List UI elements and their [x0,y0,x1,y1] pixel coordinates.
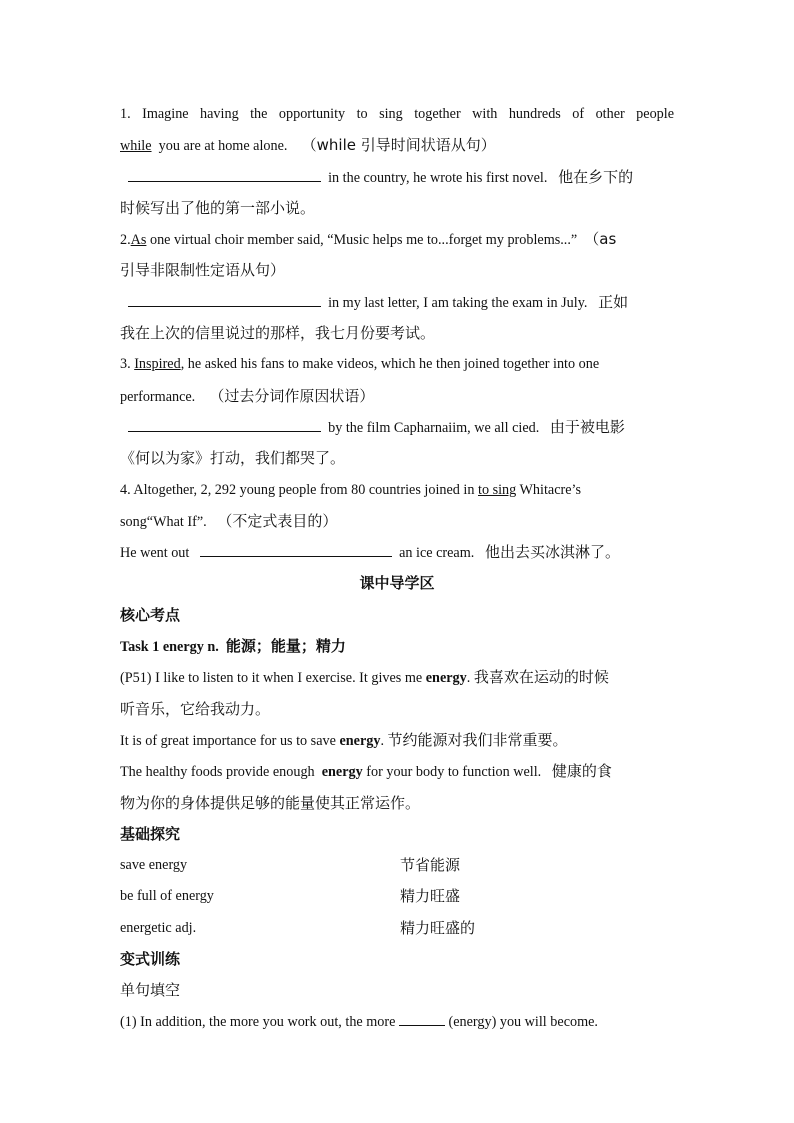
item2-note-start: （as [584,230,617,249]
example3-text-end: for your body to function well. [366,764,542,781]
item1-grammar-note: （while 引导时间状语从句） [301,136,496,155]
item2-exercise-cn-cont: 我在上次的信里说过的那样，我七月份要考试。 [120,324,436,343]
worksheet-content [120,99,674,1038]
example1-keyword: energy [425,670,467,687]
item1-exercise [120,162,674,193]
item2-number: 2. [120,232,131,249]
phrase-en: save energy [120,857,188,874]
example3-keyword: energy [321,764,363,781]
item4-sentence-end: Whitacre’s [519,481,581,498]
item3-exercise [120,412,674,443]
phrase-en: energetic adj. [120,919,197,936]
example3-text: The healthy foods provide enough [120,764,315,781]
item4-line1 [120,475,674,506]
item3-sentence-end: performance. [120,388,196,405]
item2-sentence: one virtual choir member said, “Music helps me to...forget my problems...” [149,232,578,249]
item3-grammar-note: （过去分词作原因状语） [209,386,375,405]
item1-answer-blank[interactable] [128,181,321,182]
basics-row [120,913,674,944]
item2-exercise-text: in my last letter, I am taking the exam in July. [328,294,588,311]
item3-exercise-cn: 由于被电影 [549,417,625,436]
item4-exercise-cn: 他出去买冰淇淋了。 [484,543,620,562]
example1-cn: 我喜欢在运动的时候 [473,668,609,687]
core-example2 [120,725,674,756]
item1-exercise-cn-cont: 时候写出了他的第一部小说。 [120,198,316,217]
example1-punct: . [466,670,471,687]
item4-keyword: to sing [478,481,517,498]
item4-exercise-start: He went out [120,545,190,562]
item3-line2 [120,381,674,412]
item3-number: 3. [120,356,131,373]
phrase-en: be full of energy [120,888,214,905]
example2-text: It is of great importance for us to save [120,732,336,749]
task-heading [120,631,674,662]
item2-note-cont: 引导非限制性定语从句） [120,261,286,280]
item1-exercise-cn: 他在乡下的 [558,167,634,186]
item3-exercise-text: by the film Capharnaiim, we all cied. [328,419,540,436]
example2-punct: . [380,732,384,749]
item4-exercise [120,537,674,568]
item2-exercise [120,287,674,318]
task-meanings: 能源；能量；精力 [225,637,346,656]
core-example3-cn-cont: 物为你的身体提供足够的能量使其正常运作。 [120,793,421,812]
item4-line2 [120,506,674,537]
core-example1-cn-cont: 听音乐，它给我动力。 [120,699,271,718]
core-example3 [120,756,674,787]
item3-keyword: Inspired [134,356,181,373]
item4-exercise-end: an ice cream. [399,545,475,562]
item1-line2 [120,130,674,161]
item3-answer-blank[interactable] [128,431,321,432]
phrase-cn: 精力旺盛 [400,887,461,906]
question1-text-end: (energy) you will become. [448,1013,598,1030]
item4-answer-blank[interactable] [200,556,392,557]
question1-blank[interactable] [399,1025,445,1026]
task-title: Task 1 energy n. [120,639,219,656]
item3-sentence: , he asked his fans to make videos, which he then joined together into one [180,356,600,373]
core-example1 [120,662,674,693]
basics-heading: 基础探究 [120,824,181,843]
practice-heading: 变式训练 [120,950,181,969]
practice-question1 [120,1007,674,1038]
item1-line1 [120,99,674,130]
item4-grammar-note: （不定式表目的） [217,511,338,530]
item1-exercise-text: in the country, he wrote his first novel. [328,169,548,186]
example2-keyword: energy [339,732,381,749]
item3-line1 [120,349,674,380]
item1-keyword: while [120,138,152,155]
item4-sentence: 4. Altogether, 2, 292 young people from 80 countries joined in [120,481,475,498]
example1-text: (P51) I like to listen to it when I exercise. It gives me [120,670,423,687]
question1-text: (1) In addition, the more you work out, the more [120,1013,396,1030]
item1-sentence: 1. Imagine having the opportunity to sing together with hundreds of other people [120,106,674,122]
basics-row [120,850,674,881]
phrase-cn: 节省能源 [400,856,461,875]
section-title: 课中导学区 [359,574,435,593]
item2-keyword: As [130,232,147,249]
item4-song: song“What If”. [120,513,207,530]
example3-cn: 健康的食 [551,762,612,781]
item2-answer-blank[interactable] [128,306,321,307]
core-heading: 核心考点 [120,605,181,624]
item1-rest: you are at home alone. [158,138,288,155]
basics-row [120,881,674,912]
phrase-cn: 精力旺盛的 [400,918,476,937]
item3-exercise-cn-cont: 《何以为家》打动，我们都哭了。 [120,449,346,468]
example2-cn: 节约能源对我们非常重要。 [387,730,568,749]
practice-subheading: 单句填空 [120,981,181,1000]
item2-line1 [120,224,674,255]
item2-exercise-cn: 正如 [598,292,629,311]
